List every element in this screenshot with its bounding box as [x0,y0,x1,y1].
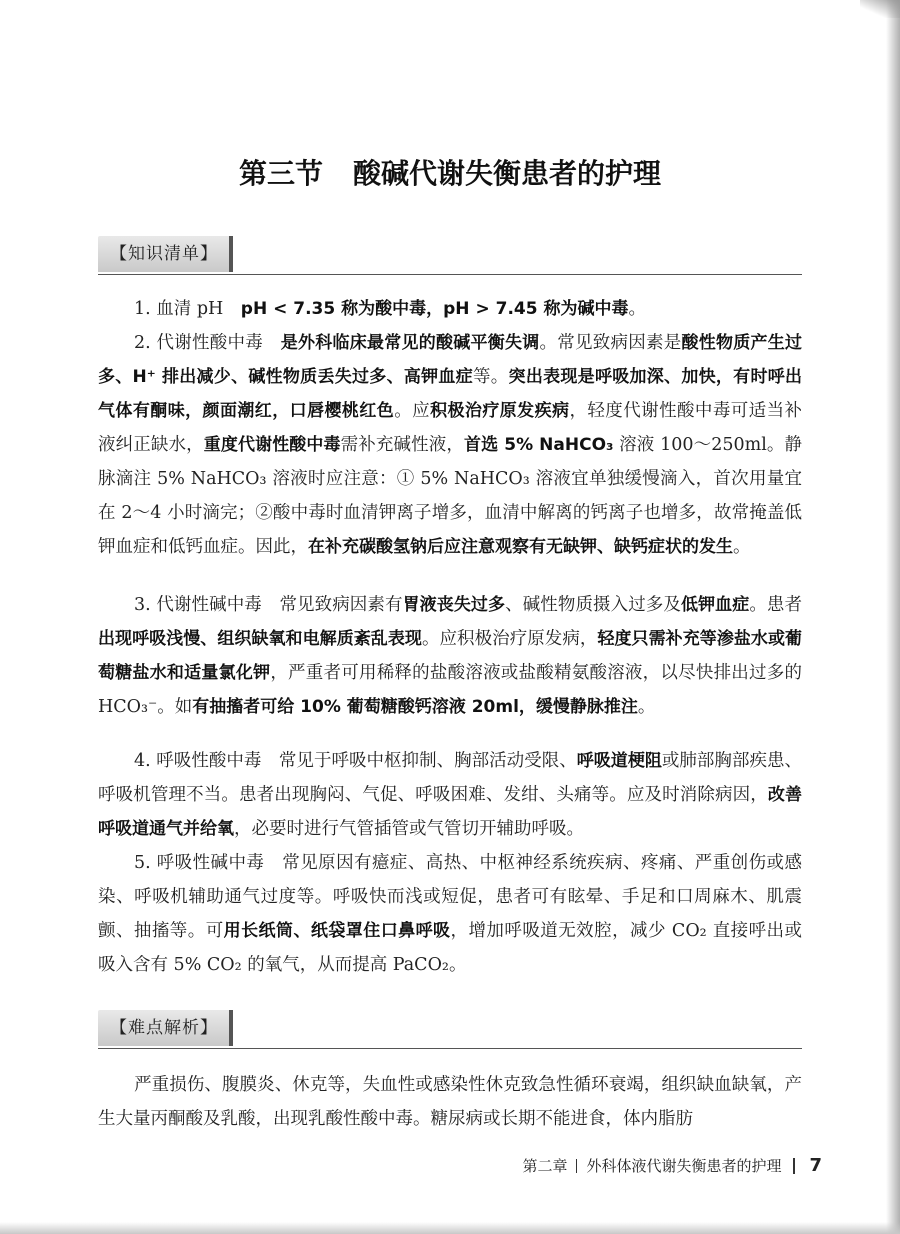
paragraph-respiratory-acidosis [98,744,802,846]
p4-b: 呼吸道梗阻 [576,751,662,771]
p5-a: 5. 呼吸性碱中毒 常见原因有癔症、高热、中枢神经系统疾病、疼痛、严重创伤或感染、呼吸机辅助通气过度等。呼吸快而浅或短促，患者可有眩晕、手足和口周麻木、肌震颤、抽搐等。可 [98,853,802,941]
p3-a: 3. 代谢性碱中毒 常见致病因素有 [134,595,403,615]
footer-separator [576,1159,577,1173]
section-number: 第三节 [238,157,323,190]
p1-key: pH < 7.35 称为酸中毒，pH > 7.45 称为碱中毒 [240,299,629,319]
p3-c: 、碱性物质摄入过多及 [505,595,681,615]
footer-separator [793,1158,795,1174]
paragraph-difficulty [98,1068,802,1136]
p2-k: 需补充碱性液， [340,435,464,455]
section-heading: 酸碱代谢失衡患者的护理 [353,157,662,190]
p2-a: 2. 代谢性酸中毒 [134,333,281,353]
p3-e: 。患者 [749,595,803,615]
page-number: 7 [809,1155,822,1176]
p2-l: 首选 5% NaHCO₃ [464,435,614,455]
p3-b: 胃液丧失过多 [402,595,506,615]
p3-j: 有抽搐者可给 10% 葡萄糖酸钙溶液 20ml，缓慢静脉推注 [192,697,638,717]
paragraph-ph [98,292,802,326]
p5-c: ，增加呼吸道无效腔，减少 CO₂ 直接呼出或吸入含有 5% CO₂ 的氧气，从而提高 PaCO₂。 [98,921,802,975]
paragraph-metabolic-acidosis [98,326,802,564]
p2-e: 等。 [472,367,509,387]
p6-a: 严重损伤、腹膜炎、休克等，失血性或感染性休克致急性循环衰竭，组织缺血缺氧，产生大量丙酮酸及乳酸，出现乳酸性酸中毒。糖尿病或长期不能进食，体内脂肪 [98,1075,802,1129]
section-title [0,152,900,192]
p2-h: 积极治疗原发疾病 [430,401,570,421]
p2-f: 突出表现是呼吸加深、加快，有时呼出气体有酮味，颜面潮红，口唇樱桃红色 [98,367,803,421]
p3-i: ，严重者可用稀释的盐酸溶液或盐酸精氨酸溶液，以尽快排出过多的 HCO₃⁻。如 [98,663,803,717]
page-footer [522,1152,822,1180]
p1-end: 。 [628,299,646,319]
p2-m: 溶液 100～250ml。静脉滴注 5% NaHCO₃ 溶液时应注意：① 5% NaHCO₃ 溶液宜单独缓慢滴入，首次用量宜在 2～4 小时滴完；②酸中毒时血清钾离子增多，血清中解离的钙离子也增多，故常掩盖低钾血症和低钙血症。因此， [98,435,803,557]
p2-g: 。应 [394,401,431,421]
footer-chapter-title: 外科体液代谢失衡患者的护理 [586,1157,782,1175]
footer-chapter: 第二章 [522,1157,568,1175]
p2-c: 。常见致病因素是 [539,333,682,353]
p3-g: 。应积极治疗原发病， [421,629,598,649]
p4-c: 或肺部胸部疾患、呼吸机管理不当。患者出现胸闷、气促、呼吸困难、发绀、头痛等。应及时消除病因， [98,751,803,805]
p3-k: 。 [637,697,656,717]
difficulty-analysis-header [98,1010,802,1050]
p4-a: 4. 呼吸性酸中毒 常见于呼吸中枢抑制、胸部活动受限、 [134,751,577,771]
paragraph-respiratory-alkalosis [98,846,802,982]
p4-e: ，必要时进行气管插管或气管切开辅助呼吸。 [234,819,584,839]
p2-j: 重度代谢性酸中毒 [203,435,341,455]
p1-lead: 1. 血清 pH [134,299,241,319]
knowledge-list-header [98,236,802,276]
p3-d: 低钾血症 [680,595,750,615]
p2-i: ，轻度代谢性酸中毒可适当补液纠正缺水， [98,401,803,455]
p2-n: 在补充碳酸氢钠后应注意观察有无缺钾、缺钙症状的发生 [308,537,733,557]
p4-d: 改善呼吸道通气并给氧 [98,785,803,839]
paragraph-metabolic-alkalosis [98,588,802,724]
difficulty-analysis-label: 【难点解析】 [98,1010,233,1046]
p2-b: 是外科临床最常见的酸碱平衡失调 [280,333,540,353]
page-corner-shadow [860,0,900,18]
header-rule [98,274,802,275]
page-bottom-shadow [0,1222,900,1234]
p2-d: 酸性物质产生过多、H⁺ 排出减少、碱性物质丢失过多、高钾血症 [98,333,803,387]
p3-h: 轻度只需补充等渗盐水或葡萄糖盐水和适量氯化钾 [98,629,803,683]
header-rule [98,1048,802,1049]
p2-o: 。 [733,537,751,557]
p3-f: 出现呼吸浅慢、组织缺氧和电解质紊乱表现 [98,629,422,649]
knowledge-list-label: 【知识清单】 [98,236,233,272]
p5-b: 用长纸筒、纸袋罩住口鼻呼吸 [223,921,451,941]
